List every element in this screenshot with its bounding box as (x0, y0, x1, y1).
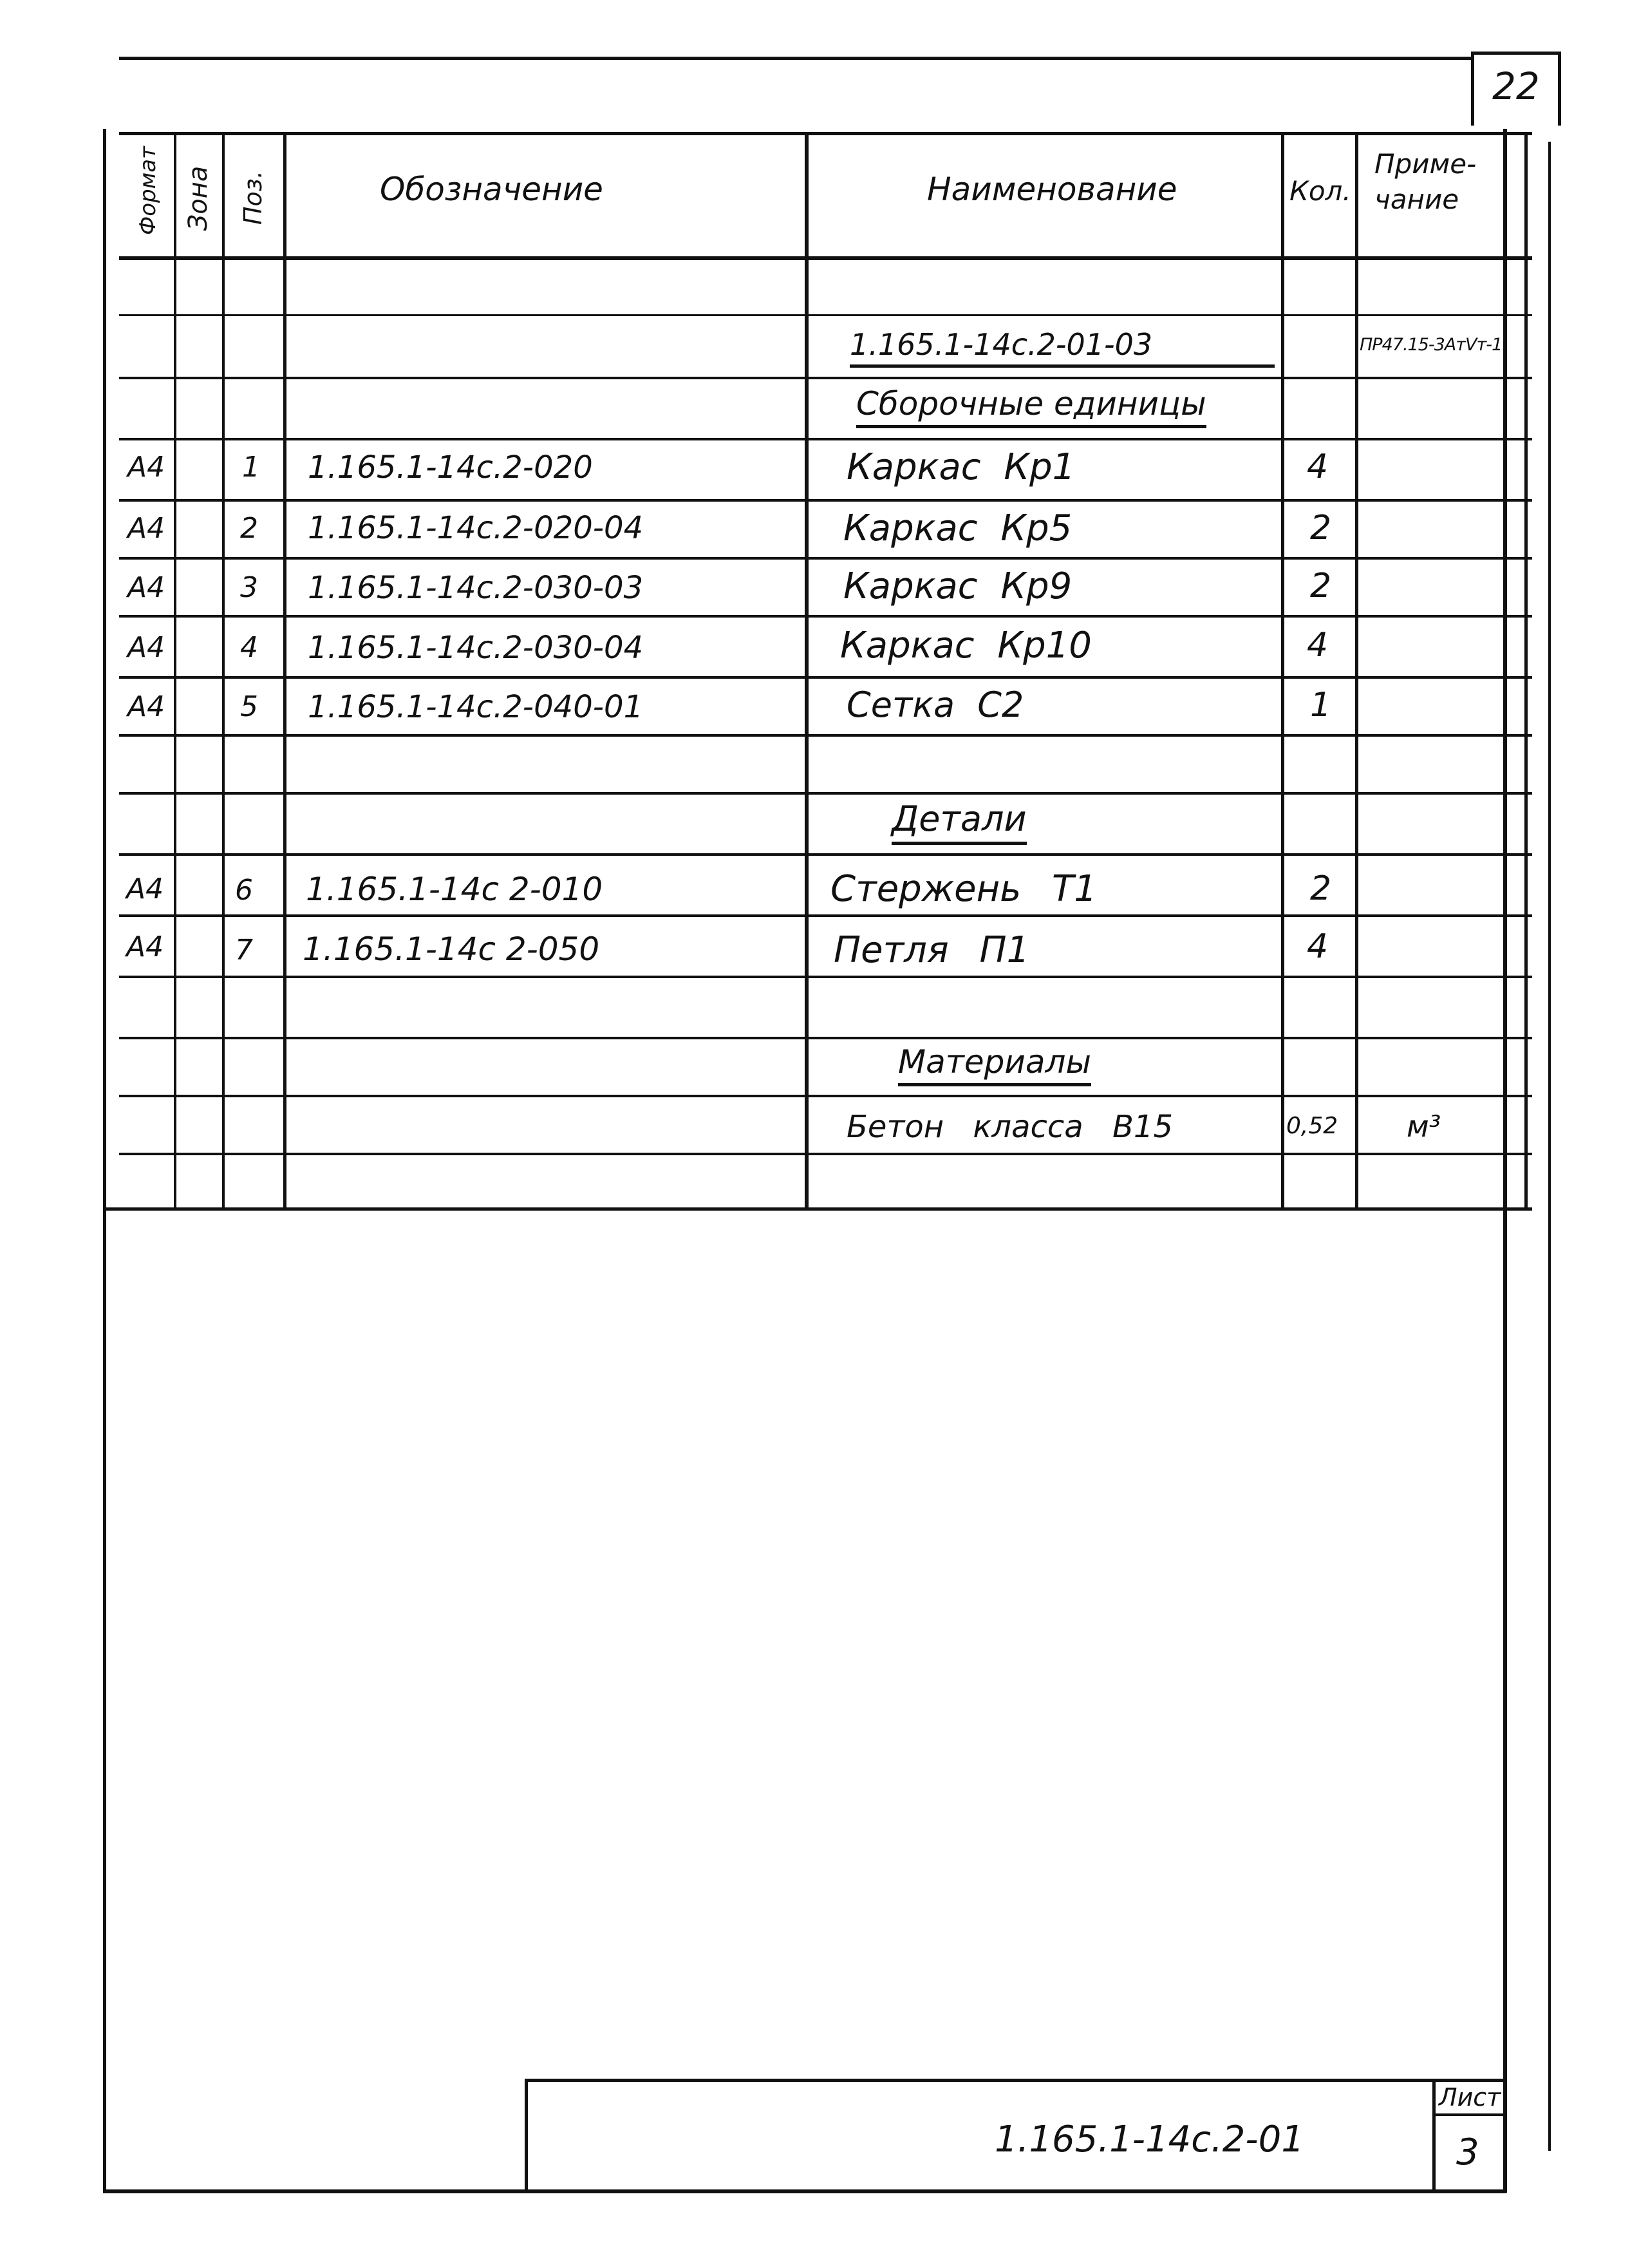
header-pos: Поз. (239, 170, 267, 225)
row-line (119, 976, 1532, 978)
header-qty: Кол. (1289, 175, 1351, 207)
row-line (119, 792, 1532, 795)
header-note-line1: Приме- (1374, 148, 1477, 180)
stamp-top (525, 2079, 1506, 2082)
material-qty: 0,52 (1286, 1113, 1338, 1139)
frame-bottom (103, 2189, 1506, 2193)
section-details: Детали (892, 799, 1027, 845)
row-line (119, 557, 1532, 560)
row-line (119, 314, 1532, 316)
material-unit: м³ (1407, 1109, 1441, 1144)
row-pos: 5 (240, 690, 258, 723)
row-pos: 2 (240, 512, 258, 545)
row-line (119, 499, 1532, 502)
row-designation: 1.165.1-14с.2-040-01 (308, 689, 644, 725)
table-header-bottom (119, 256, 1532, 260)
row-qty: 4 (1307, 927, 1329, 966)
row-line (119, 1037, 1532, 1039)
col-line-6 (1355, 132, 1358, 1207)
header-zone: Зона (183, 165, 213, 231)
col-line-2 (222, 132, 225, 1207)
row-name: Каркас Кр9 (843, 565, 1073, 607)
col-line-1 (174, 132, 176, 1207)
row-format: А4 (127, 451, 165, 484)
header-name: Наименование (927, 171, 1177, 208)
row-line (119, 1153, 1532, 1155)
row-pos: 7 (235, 934, 253, 967)
header-format: Формат (135, 146, 161, 235)
row-line (119, 676, 1532, 679)
col-line-7 (1524, 132, 1528, 1207)
row-qty: 2 (1310, 567, 1332, 605)
row-format: А4 (127, 631, 165, 664)
row-line (119, 1095, 1532, 1097)
section-materials: Материалы (898, 1043, 1091, 1086)
stamp-sheet-number: 3 (1456, 2131, 1479, 2173)
row-qty: 4 (1307, 626, 1329, 665)
col-line-4 (805, 132, 809, 1207)
top-rule (119, 57, 1471, 60)
row-designation: 1.165.1-14с.2-030-04 (308, 630, 644, 666)
row-pos: 3 (240, 571, 258, 604)
row-format: А4 (127, 690, 165, 723)
row-designation: 1.165.1-14с.2-020-04 (308, 510, 644, 546)
section-assemblies: Сборочные единицы (856, 385, 1206, 428)
row-pos: 4 (240, 631, 258, 664)
document-title: 1.165.1-14с.2-01-03 (850, 327, 1275, 368)
frame-left (103, 129, 106, 2193)
table-bottom (103, 1207, 1532, 1211)
row-pos: 1 (242, 451, 260, 484)
stamp-sheet-label-line (1432, 2113, 1506, 2116)
row-format: А4 (126, 931, 164, 963)
material-name: Бетон класса В15 (847, 1109, 1173, 1145)
row-name: Каркас Кр1 (847, 446, 1076, 488)
row-qty: 1 (1310, 686, 1332, 724)
row-format: А4 (126, 873, 164, 905)
header-note-line2: чание (1374, 184, 1459, 215)
row-line (119, 438, 1532, 440)
row-line (119, 853, 1532, 856)
row-name: Каркас Кр5 (843, 507, 1073, 549)
row-format: А4 (127, 512, 165, 545)
frame-right-outer (1548, 142, 1551, 2151)
col-line-3 (283, 132, 286, 1207)
row-designation: 1.165.1-14с 2-010 (306, 871, 603, 908)
row-qty: 2 (1310, 869, 1332, 908)
page-number: 22 (1492, 64, 1540, 108)
col-line-5 (1281, 132, 1284, 1207)
row-qty: 2 (1310, 509, 1332, 547)
row-line (119, 914, 1532, 917)
row-name: Петля П1 (834, 929, 1030, 971)
row-designation: 1.165.1-14с.2-030-03 (308, 570, 644, 606)
header-designation: Обозначение (380, 171, 603, 208)
row-format: А4 (127, 571, 165, 604)
row-qty: 4 (1307, 448, 1329, 486)
row-designation: 1.165.1-14с 2-050 (303, 931, 600, 968)
row-line (119, 615, 1532, 618)
row-name: Сетка С2 (847, 685, 1024, 725)
stamp-designation: 1.165.1-14с.2-01 (995, 2119, 1304, 2160)
table-top (119, 132, 1532, 135)
stamp-left (525, 2079, 528, 2191)
note-code: ПР47.15-3АтVт-1 (1360, 335, 1503, 355)
row-designation: 1.165.1-14с.2-020 (308, 449, 593, 486)
row-line (119, 734, 1532, 737)
row-name: Каркас Кр10 (840, 625, 1092, 666)
stamp-sheet-divider (1432, 2079, 1436, 2191)
row-line (119, 377, 1532, 379)
row-name: Стержень Т1 (830, 868, 1097, 910)
stamp-sheet-label: Лист (1439, 2083, 1501, 2112)
row-pos: 6 (235, 874, 253, 907)
